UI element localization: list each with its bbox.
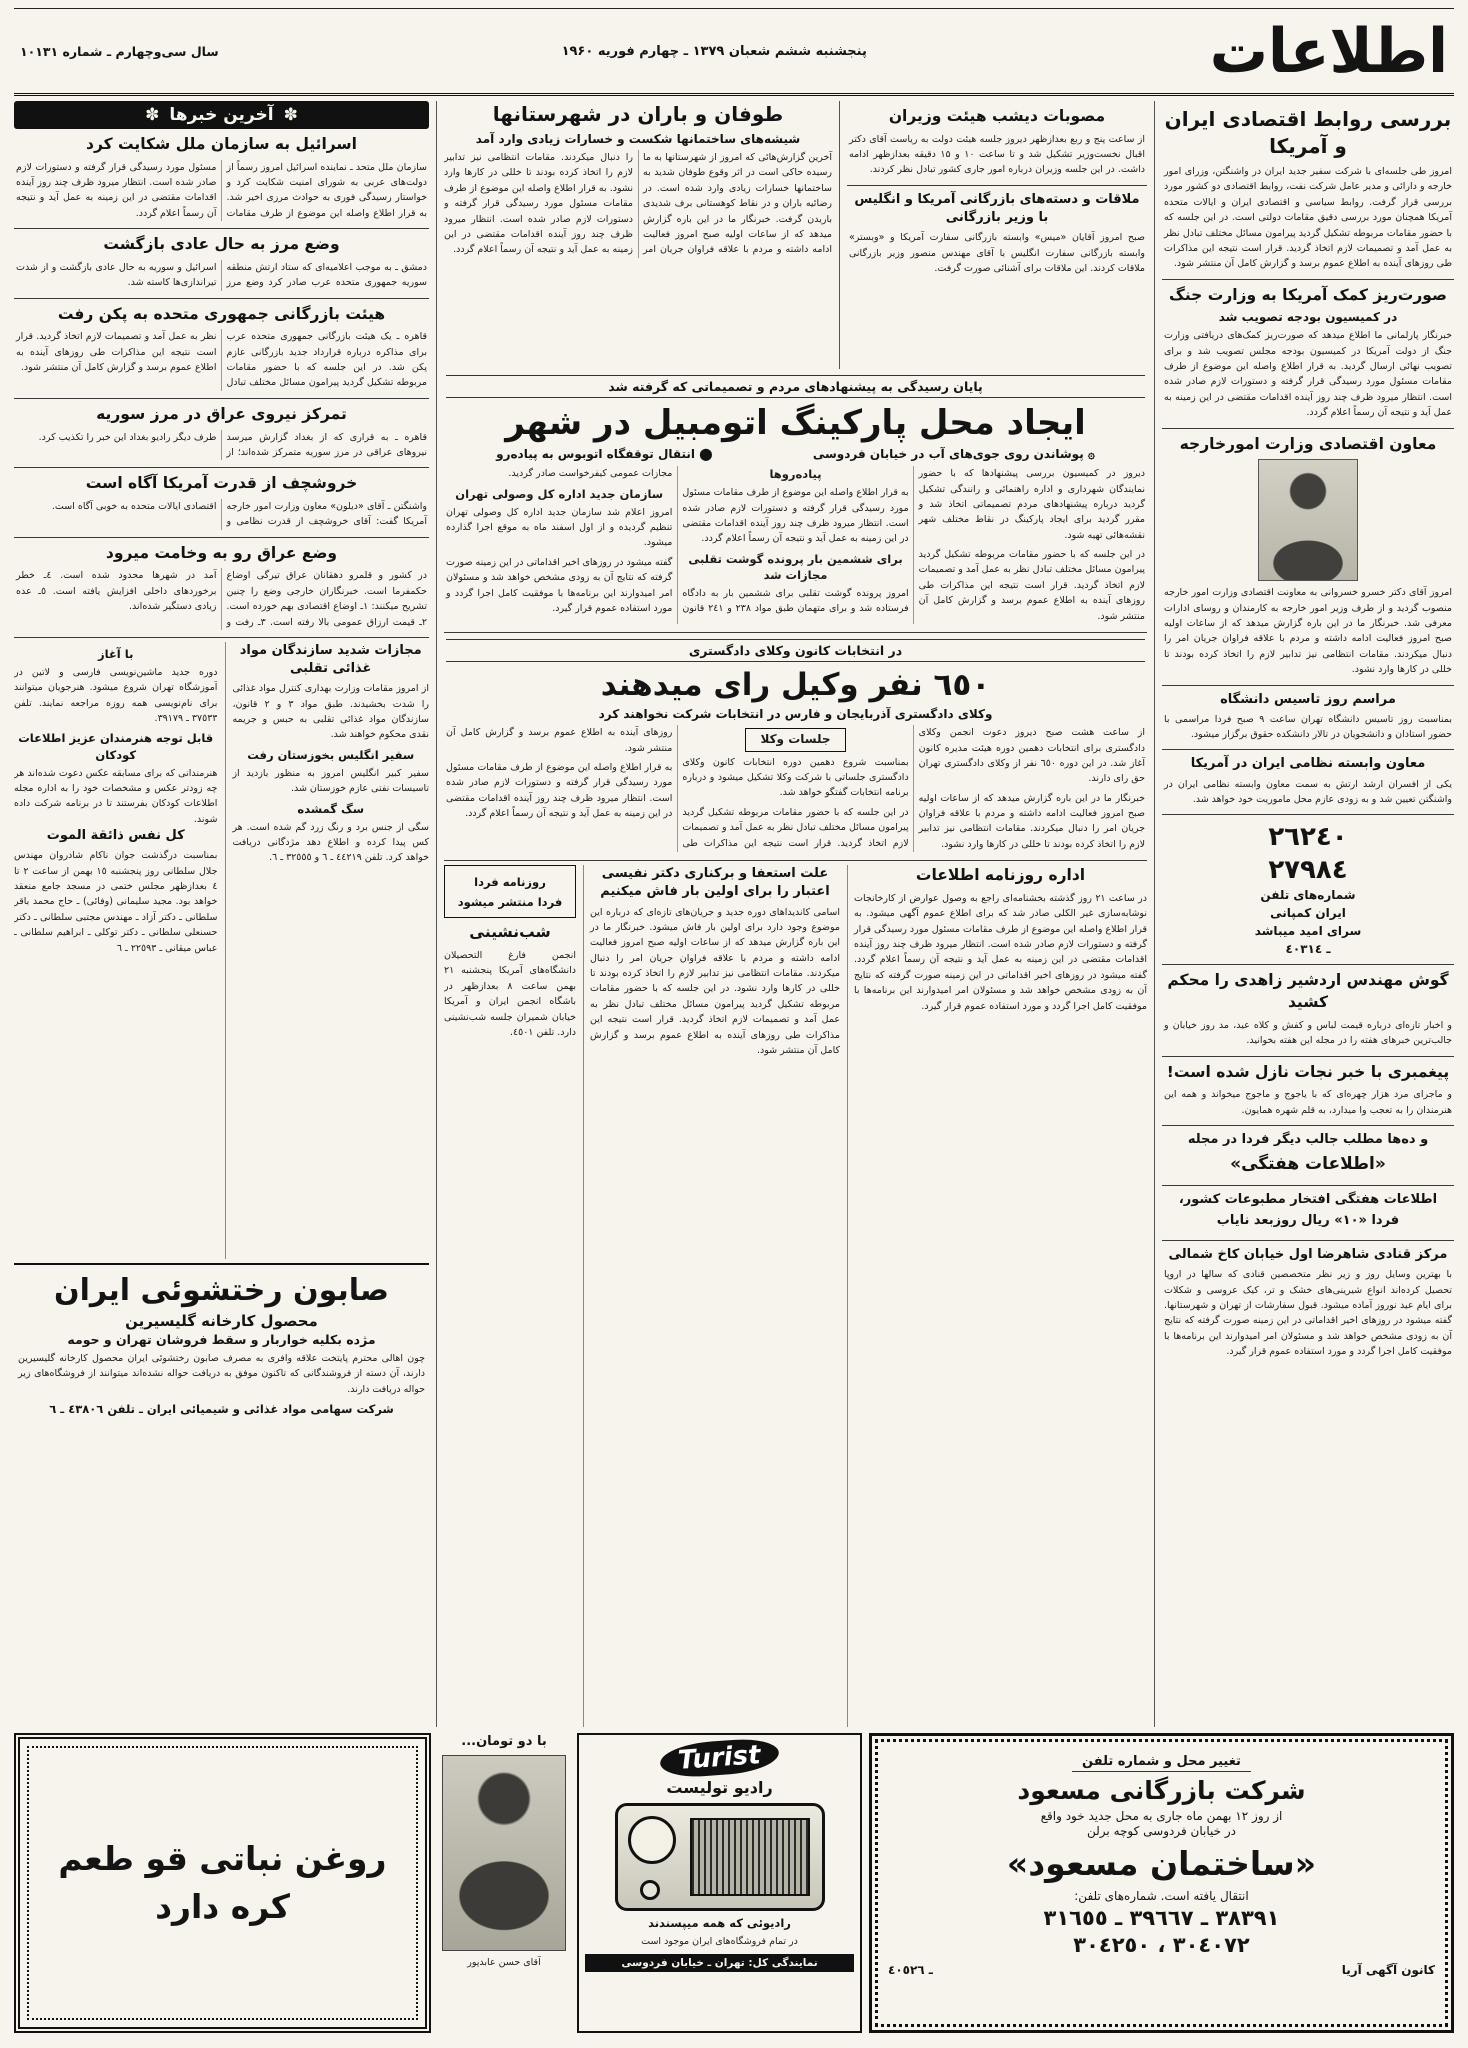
ad-body xyxy=(1164,1267,1452,1359)
article-body xyxy=(16,160,427,222)
headline: وضع مرز به حال عادی بازگشت xyxy=(103,235,340,254)
body-text: دمشق ـ به موجب اعلامیه‌ای که ستاد ارتش منطقه سوریه جمهوری متحده عرب صادر کرد وضع مرز اسرائیل و سوریه به حال عادی بازگشت و از شدت تیراندازی‌ها کاسته شد. xyxy=(16,261,427,289)
column-rule xyxy=(839,101,840,369)
ghoo-ad-text: روغن نباتی قو طعم کره دارد xyxy=(27,1746,418,2020)
masthead xyxy=(14,8,1454,96)
article-body xyxy=(16,568,427,630)
phone-number: ۲٦۲٤۰ xyxy=(1268,822,1348,853)
teaser-line: و ده‌ها مطلب جالب دیگر فردا در مجله xyxy=(1187,1131,1429,1147)
body-text: هنرمندانی که برای مسابقه عکس دعوت شده‌اند هر چه زودتر عکس و مشخصات خود را به اداره مجله اطلاعات کودکان بفرستند تا در برنامه شرکت داده شوند. xyxy=(14,767,218,825)
bullet-item: ⬤ انتقال توقفگاه اتوبوس به پیاده‌رو xyxy=(496,447,713,462)
article-body xyxy=(1164,328,1452,420)
ad-line: رادیوئی که همه میپسندند xyxy=(648,1916,791,1930)
phone-numbers: ۳۸۳۹۱ ـ ۳۹٦٦۷ ـ ۳۱٦٥٥ xyxy=(1043,1906,1280,1930)
headline: سگ گمشده xyxy=(297,801,365,816)
headline: مجازات شدید سازندگان مواد غذائی تقلبی xyxy=(239,642,422,677)
body-text: قاهره ـ یک هیئت بازرگانی جمهوری متحده عرب برای مذاکره درباره قرارداد جدید بازرگانی عازم پکن شد. xyxy=(226,331,428,374)
obituary-headline: کل نفس ذائقة الموت xyxy=(46,828,185,844)
parking-bullets xyxy=(446,447,1145,461)
body-text: در این جلسه که با حضور مقامات مربوطه تشکیل گردید پیرامون مسائل مختلف تبادل نظر به عمل آمد و تصمیمات لازم اتخاذ گردید. قرار است نتیجه این مذاکرات طی روزهای آینده به اطلاع عموم برسد و گزارش کامل آن منتشر شود. xyxy=(918,549,1145,622)
obituary-body xyxy=(14,848,217,956)
meat-case-headline: برای ششمین بار پرونده گوشت تقلبی مجازات شد xyxy=(688,551,903,582)
body-text: از ساعت پنج و ربع بعدازظهر دیروز جلسه هیئت دولت به ریاست آقای دکتر اقبال نخست‌وزیر تشکیل شد و تا ساعت ۱۰ و ۱۵ دقیقه بعدازظهر ادامه داشت. در این جلسه وزیران درباره امور جاری کشور تبادل نظر کردند. xyxy=(849,133,1145,176)
body-text: خبرنگار ما در این باره گزارش میدهد که از ساعات اولیه صبح امروز فعالیت ادامه داشته و مردم با علاقه فراوان جریان امر را دنبال میکردند. مقامات انتظامی نیز تدابیر لازم را اتخاذ کرده بودند تا خللی در کارها وارد نشود. xyxy=(590,921,840,995)
article-body xyxy=(16,329,427,391)
headline: اسرائیل به سازمان ملل شکایت کرد xyxy=(85,135,357,153)
agency-line xyxy=(888,1963,1435,1977)
ad-line: در خیابان فردوسی کوچه برلن xyxy=(1087,1824,1236,1838)
main-columns xyxy=(14,101,1454,1727)
column-rule xyxy=(1154,101,1155,1727)
headline: ملاقات و دسته‌های بازرگانی آمریکا و انگلیس با وزیر بازرگانی xyxy=(854,191,1140,225)
body-text: قاهره ـ به قراری که از بغداد گزارش میرسد نیروهای عراقی در مرز سوریه متمرکز شده‌اند؛ از طرف دیگر رادیو بغداد این خبر را تکذیب کرد. xyxy=(38,431,427,458)
headline: خروشچف از قدرت آمریکا آگاه است xyxy=(85,474,358,493)
article-iran-us-economy xyxy=(1162,101,1454,280)
body-text: دیروز در کمیسیون بررسی پیشنهادها که با حضور نمایندگان شهرداری و اداره راهنمائی و رانندگی تشکیل گردید درباره پیشنهادهای مردم تصمیماتی اتخاذ شد و مقرر گردید برای ایجاد پارکینگ در نقاط مختلف شهر نقشه‌هائی تهیه شود. xyxy=(918,468,1145,541)
headline: پیغمبری با خبر نجات نازل شده است! xyxy=(1166,1062,1450,1081)
ad-confectionery xyxy=(1162,1241,1454,1727)
phone-numbers-box xyxy=(1162,815,1454,965)
split-left-column xyxy=(14,642,217,1259)
bottom-band xyxy=(14,1733,1454,2033)
headline: هیئت بازرگانی جمهوری متحده به پکن رفت xyxy=(57,304,386,323)
headline: وضع عراق رو به وخامت میرود xyxy=(105,543,338,562)
body-text: و ماجرای مرد هزار چهره‌ای که با یاجوج و ماجوج میخواند و همه این هنرمندان را به تعجب وا میدارد، به قلم شهره همایون. xyxy=(1164,1089,1452,1116)
headline: علت استعفا و برکناری دکتر نفیسی اعتبار را برای اولین بار فاش میکنیم xyxy=(600,866,830,900)
headline: صورت‌ریز کمک آمریکا به وزارت جنگ xyxy=(1168,285,1447,304)
body-text: ۱ـ اوضاع اقتصادی بهم خورده است. ۲ـ قیمت ارزاق عمومی بالا رفته است. ۳ـ رفت و آمد در شهرها محدود شده است. ٤ـ خطر برخوردهای داخلی افزایش یافته است. ٥ـ عده زیادی دستگیر شده‌اند. xyxy=(16,570,427,628)
body-text: انجمن فارغ التحصیلان دانشگاه‌های آمریکا پنجشنبه ۲۱ بهمن ساعت ۸ بعدازظهر در باشگاه انجمن ایران و آمریکا خیابان شمیران جلسه شب‌نشینی دارد. تلفن ٤٥۰۱. xyxy=(444,950,576,1038)
body-text: در این جلسه که با حضور مقامات مربوطه تشکیل گردید پیرامون مسائل مختلف تبادل نظر به عمل آمد و تصمیمات لازم اتخاذ گردید. قرار است نتیجه این مذاکرات طی روزهای آینده به اطلاع عموم برسد و گزارش کامل آن منتشر شود. xyxy=(446,727,909,849)
article-economic-deputy xyxy=(1162,429,1454,686)
phone-label: ـ ٤۰۳۱٤ xyxy=(1285,942,1331,957)
soap-ad-subtitle: مژده بکلیه خواربار و سقط فروشان تهران و حومه xyxy=(67,1331,376,1347)
body-text: امروز اعلام شد سازمان جدید اداره کل وصولی تهران تنظیم گردیده و از اول اسفند ماه به موقع اجرا گذارده میشود. xyxy=(446,506,673,549)
farda-title: روزنامه فردا xyxy=(474,875,546,890)
body-text: خبرنگار ما در این باره گزارش میدهد که از ساعات اولیه صبح امروز فعالیت ادامه داشته و مردم با علاقه فراوان جریان امر را دنبال میکردند. مقامات انتظامی نیز تدابیر لازم را اتخاذ کرده بودند تا خللی در کارها وارد نشود. xyxy=(1164,618,1452,676)
center-top-row xyxy=(444,101,1147,369)
body-text: سفیر کبیر انگلیس امروز به منظور بازدید از تاسیسات نفتی عازم خوزستان شد. xyxy=(232,767,429,795)
body-text: یکی از افسران ارشد ارتش به سمت معاون وابسته نظامی ایران در واشنگتن تعیین شد و به زودی عازم محل ماموریت خود خواهد شد. xyxy=(1164,778,1452,805)
photo-column xyxy=(438,1733,570,2033)
turist-persian-name: رادیو تولیست xyxy=(666,1778,773,1797)
body-text: بمناسبت روز تاسیس دانشگاه تهران ساعت ۹ صبح فردا مراسمی با حضور استادان و دانشجویان در تالار دانشکده حقوق برگزار میشود. xyxy=(1164,713,1452,741)
article-israel-complaint xyxy=(14,129,429,229)
article-body xyxy=(444,150,832,258)
body-text: صبح امروز آقایان «میس» وابسته بازرگانی سفارت آمریکا و «وبستر» وابسته بازرگانی سفارت انگلیس با آقای مهندس منصور وزیر بازرگانی ملاقات کردند. این ملاقات برای آشنائی صورت گرفت. xyxy=(849,232,1145,274)
phone-number: ۲۷۹۸٤ xyxy=(1268,854,1348,885)
article-iraq-deteriorating xyxy=(14,538,429,638)
inner-subhead: پیاده‌روها xyxy=(769,467,822,482)
body-text: به قرار اطلاع واصله این موضوع از طرف مقامات مسئول مورد رسیدگی قرار گرفته و دستورات لازم صادر شده است. انتظار میرود ظرف چند روز آینده اقدامات مقتضی در این زمینه به عمل آید و نتیجه آن رسماً اعلام گردد. xyxy=(854,908,1147,966)
body-text: و اخبار تازه‌ای درباره قیمت لباس و کفش و کلاه عید، مد روز خیابان و جالب‌ترین خبرهای هفته را در مجله این هفته بخوانید. xyxy=(1164,1019,1452,1047)
left-column xyxy=(14,101,429,1727)
evening-party-headline: شب‌نشینی xyxy=(469,923,551,942)
article-iraq-troops-border xyxy=(14,399,429,468)
article-body xyxy=(16,430,427,461)
turist-logo: Turist xyxy=(659,1737,780,1779)
article-body xyxy=(16,499,427,530)
bullet-item: ۞ پوشاندن روی جوی‌های آب در خیابان فردوسی xyxy=(812,447,1095,462)
radio-illustration xyxy=(615,1803,825,1911)
body-text: گفته میشود در روزهای اخیر اقداماتی در این زمینه صورت گرفته که نتایج آن به زودی مشخص خواهد شد و مسئولان امر امیدوارند این برنامه‌ها با موفقیت کامل اجرا گردد و مورد استفاده عموم قرار گیرد. xyxy=(1164,1315,1452,1358)
parking-section xyxy=(444,369,1147,633)
article-body xyxy=(444,948,576,1040)
article-body xyxy=(854,891,1147,1014)
article-body xyxy=(849,132,1145,178)
weekly-magazine-banner xyxy=(1162,1186,1454,1241)
body-text: امروز طی جلسه‌ای با شرکت سفیر جدید ایران در واشنگتن، وزرای امور خارجه و دارائی و مدیر عامل شرکت نفت، روابط اقتصادی دو کشور مورد بررسی قرار گرفت. روابط سیاسی و اقتصادی ایران و ایالات متحده آمریکا همچنان مورد بررسی دقیق مقامات دولتی است. xyxy=(1164,166,1452,224)
parking-body xyxy=(446,466,1145,624)
phone-label: شماره‌های تلفن xyxy=(1260,888,1356,903)
ad-footer: نمایندگی کل: تهران ـ خیابان فردوسی xyxy=(585,1954,854,1972)
article-border-normal xyxy=(14,229,429,298)
ad-line: انتقال یافته است. شماره‌های تلفن: xyxy=(1074,1889,1249,1903)
ad-line: در تمام فروشگاه‌های ایران موجود است xyxy=(641,1936,798,1948)
article-body xyxy=(14,766,217,828)
lawyers-sessions-box: جلسات وکلا xyxy=(745,728,845,751)
article-prophet-teaser xyxy=(1162,1057,1454,1126)
body-text: بمناسبت شروع دهمین دوره انتخابات کانون وکلای دادگستری جلساتی با شرکت وکلا تشکیل میشود و درباره برنامه انتخابات گفتگو خواهد شد. xyxy=(682,756,909,799)
body-text: در ساعت ۲۱ روز گذشته بخشنامه‌ای راجع به وصول عوارض از کارخانجات نوشابه‌سازی غیر الکلی صادر شد که برای اطلاع عموم آگهی میشود. xyxy=(854,892,1147,920)
issue-line: سال سی‌وچهارم ـ شماره ۱۰۱۳۱ xyxy=(20,43,219,59)
weekly-magazine-title: «اطلاعات هفتگی» xyxy=(1230,1154,1386,1175)
headline: مصوبات دیشب هیئت وزیران xyxy=(888,107,1106,125)
phone-label: سرای امید میباشد xyxy=(1254,924,1362,939)
kicker: در انتخابات کانون وکلای دادگستری xyxy=(446,639,1145,662)
date-line: پنجشنبه ششم شعبان ۱۳۷۹ ـ چهارم فوریه ۱۹۶۰ xyxy=(561,43,867,59)
ad-soap xyxy=(14,1263,429,1727)
body-text: در این جلسه که با حضور مقامات مربوطه تشکیل گردید پیرامون مسائل مختلف تبادل نظر به عمل آمد و تصمیمات لازم اتخاذ گردید. قرار است نتیجه این مذاکرات طی روزهای آینده به اطلاع عموم برسد و گزارش کامل آن منتشر شود. xyxy=(590,983,840,1056)
body-text: امروز آقای دکتر خسرو خسروانی به معاونت اقتصادی وزارت امور خارجه منصوب گردید و از طرف وزیر امور خارجه به کارمندان و روسای ادارات معرفی شد. xyxy=(1164,587,1452,629)
agency-name: کانون آگهی آریا xyxy=(1341,1963,1435,1977)
body-text: از ساعت هشت صبح دیروز دعوت انجمن وکلای دادگستری برای انتخابات دهمین دوره هیئت مدیره کانون آغاز شد. در این دوره ٦٥۰ نفر از وکلای دادگستری تهران حق رای دارند. xyxy=(918,727,1145,785)
body-text: خبرنگار پارلمانی ما اطلاع میدهد که صورت‌ریز کمک‌های دریافتی وزارت جنگ از دولت آمریکا در کمیسیون بودجه مجلس تصویب شد و برای تصویب نهائی ارسال گردید. xyxy=(1164,330,1452,373)
body-text: گفته میشود در روزهای اخیر اقداماتی در این زمینه صورت گرفته که نتایج آن به زودی مشخص خواهد شد و مسئولان امر امیدوارند این برنامه‌ها با موفقیت کامل اجرا گردد و مورد استفاده عموم قرار گیرد. xyxy=(854,969,1147,1012)
body-text: سازمان ملل متحد ـ نماینده اسرائیل امروز رسماً از دولت‌های عربی به شورای امنیت شکایت کرد و خواستار رسیدگی فوری به حوادث مرزی اخیر شد. xyxy=(226,161,427,204)
article-body xyxy=(1164,164,1452,272)
body-text: با بهترین وسایل روز و زیر نظر متخصصین قنادی که سالها در اروپا تحصیل کرده‌اند انواع شیرینی‌های خشک و تر، کیک عروسی و شکلات برای ایام عید نوروز آماده میشود. قبول سفارشات از تهران و شهرستانها. xyxy=(1164,1269,1452,1311)
article-body xyxy=(1164,585,1452,677)
article-body xyxy=(590,905,840,1059)
latest-news-banner xyxy=(14,101,429,129)
lawyers-election-section xyxy=(444,633,1147,861)
right-column xyxy=(1162,101,1454,1727)
body-text: در این جلسه که با حضور مقامات مربوطه تشکیل گردید پیرامون مسائل مختلف تبادل نظر به عمل آمد و تصمیمات لازم اتخاذ گردید. قرار است نتیجه این مذاکرات طی روزهای آینده به اطلاع عموم برسد و گزارش کامل آن منتشر شود. xyxy=(16,331,427,389)
ad-masoud-company xyxy=(869,1733,1454,2033)
building-name: «ساختمان مسعود» xyxy=(1006,1844,1317,1883)
storm-column xyxy=(444,101,832,369)
farda-column xyxy=(444,865,576,1727)
nafisi-column xyxy=(583,865,840,1727)
body-text: مجید سلیمانی (وفائی) ـ حاج محمد باقر سلطانی ـ دکتر آزاد ـ مهندس مجتبی سلطانی ـ دکتر حسنعلی سلطانی ـ دکتر توکلی ـ ابراهیم سلطانی ـ عباس میقانی ـ ۲۲٥۹۳ ـ ٦ xyxy=(14,896,218,954)
article-trade-attaches-meeting xyxy=(847,186,1147,284)
column-rule xyxy=(436,101,437,1727)
weekly-magazine-teaser xyxy=(1162,1126,1454,1186)
newspaper-office-column xyxy=(847,865,1147,1727)
headline: تمرکز نیروی عراق در مرز سوریه xyxy=(96,404,347,423)
body-text: آخرین گزارش‌هائی که امروز از شهرستانها به ما رسیده حاکی است در اثر وقوع طوفان شدید به ساختمانها خسارات زیادی وارد شده است. در رضائیه باران و در نقاط کوهستانی برف شدیدی باریدن گرفت. xyxy=(643,152,832,225)
body-text: دوره جدید ماشین‌نویسی فارسی و لاتین در آموزشگاه تهران شروع میشود. هنرجویان میتوانند برای نام‌نویسی همه روزه مراجعه نمایند. تلفن ۳۷٥۳۳ ـ ۳۹۱۷۹. xyxy=(14,666,218,725)
soap-ad-footer: شرکت سهامی مواد غذائی و شیمیائی ایران ـ تلفن ٤۳۸۰٦ ـ ٦ xyxy=(49,1402,394,1416)
classified-body xyxy=(232,820,429,866)
body-text: به قرار اطلاع واصله این موضوع از طرف مقامات مسئول مورد رسیدگی قرار گرفته و دستورات لازم صادر شده است. انتظار میرود ظرف چند روز آینده اقدامات مقتضی در این زمینه به عمل آید و نتیجه آن رسماً اعلام گردد. xyxy=(682,487,909,545)
headline: سفیر انگلیس بخوزستان رفت xyxy=(247,747,415,762)
farda-subtitle: فردا منتشر میشود xyxy=(457,895,563,910)
article-body xyxy=(16,260,427,291)
headline: اداره روزنامه اطلاعات xyxy=(915,866,1086,885)
banner-line: اطلاعات هفتگی افتخار مطبوعات کشور، xyxy=(1178,1191,1438,1207)
body-text: گفته میشود در روزهای اخیر اقداماتی در این زمینه صورت گرفته که نتایج آن به زودی مشخص خواهد شد و مسئولان امر امیدوارند این برنامه‌ها با موفقیت کامل اجرا گردد و مورد استفاده عموم قرار گیرد. xyxy=(446,556,673,614)
body-text: به قرار اطلاع واصله این موضوع از طرف مقامات مسئول مورد رسیدگی قرار گرفته و دستورات لازم صادر شده است. انتظار میرود ظرف چند روز آینده اقدامات مقتضی در این زمینه به عمل آید و نتیجه آن رسماً اعلام گردد. xyxy=(16,161,427,219)
article-body xyxy=(1164,1018,1452,1049)
headline: با آغاز xyxy=(98,646,134,661)
article-body xyxy=(232,766,429,797)
body-text: در کشور و قلمرو دهقانان عراق تیرگی اوضاع حکمفرما است. خبرنگاران خارجی وضع را چنین تشریح میکنند: xyxy=(226,570,427,613)
body-text: در این جلسه که با حضور مقامات مربوطه تشکیل گردید پیرامون مسائل مختلف تبادل نظر به عمل آمد و تصمیمات لازم اتخاذ گردید. قرار است نتیجه این مذاکرات طی روزهای آینده به اطلاع عموم برسد و گزارش کامل آن منتشر شود. xyxy=(1164,212,1452,270)
article-body xyxy=(1164,1087,1452,1118)
center-bottom-row xyxy=(444,861,1147,1727)
article-khrushchev-us-power xyxy=(14,468,429,537)
body-text: خبرنگار ما در این باره گزارش میدهد که از ساعات اولیه صبح امروز فعالیت ادامه داشته و مردم با علاقه فراوان جریان امر را دنبال میکردند. مقامات انتظامی نیز تدابیر لازم را اتخاذ کرده بودند تا خللی در کارها وارد نشود. xyxy=(918,792,1145,850)
radio-dial xyxy=(628,1816,676,1864)
photo-headline: با دو تومان... xyxy=(461,1734,547,1749)
body-text: بمناسبت درگذشت جوان ناکام شادروان مهندس جلال سلطانی روز پنجشنبه ۱٥ بهمن از ساعت ۲ تا ٤ بعدازظهر مجلس ختمی در مسجد جامع منعقد خواهد بود. xyxy=(14,850,218,908)
ornament-icon: ✽ xyxy=(283,105,298,125)
center-columns xyxy=(444,101,1147,1727)
subheadline: شیشه‌های ساختمانها شکست و خسارات زیادی وارد آمد xyxy=(475,132,801,146)
headline: مرکز قنادی شاهرضا اول خیابان کاخ شمالی xyxy=(1168,1247,1448,1262)
soap-ad-subtitle: محصول کارخانه گلیسیرین xyxy=(125,1311,318,1330)
body-text: خبرنگار ما در این باره گزارش میدهد که از ساعات اولیه صبح امروز فعالیت ادامه داشته و مردم با علاقه فراوان جریان امر را دنبال میکردند. مقامات انتظامی نیز تدابیر لازم را اتخاذ کرده بودند تا خللی در کارها وارد نشود. xyxy=(444,152,832,256)
election-body xyxy=(446,725,1145,852)
body-text: به قرار اطلاع واصله این موضوع از طرف مقامات مسئول مورد رسیدگی قرار گرفته و دستورات لازم صادر شده است. انتظار میرود ظرف چند روز آینده اقدامات مقتضی در این زمینه به عمل آید و نتیجه آن رسماً اعلام گردد. xyxy=(446,761,673,820)
agency-phone: ـ ٤۰٥۲٦ xyxy=(888,1963,933,1977)
left-split-row xyxy=(14,638,429,1263)
article-us-aid-war-ministry xyxy=(1162,280,1454,429)
headline: معاون وابسته نظامی ایران در آمریکا xyxy=(1190,756,1426,772)
headline: گوش مهندس اردشیر زاهدی را محکم کشید xyxy=(1167,971,1449,1012)
parking-headline: ایجاد محل پارکینگ اتومبیل در شهر xyxy=(505,403,1086,443)
ornament-icon: ✽ xyxy=(145,105,160,125)
body-text: به قرار اطلاع واصله این موضوع از طرف مقامات مسئول مورد رسیدگی قرار گرفته و دستورات لازم صادر شده است. انتظار میرود ظرف چند روز آینده اقدامات مقتضی در این زمینه به عمل آید و نتیجه آن رسماً اعلام گردد. xyxy=(444,182,633,256)
subheadline: در کمیسیون بودجه تصویب شد xyxy=(1218,310,1398,325)
election-headline: ٦٥۰ نفر وکیل رای میدهند xyxy=(600,666,991,703)
radio-knob xyxy=(640,1880,660,1900)
article-body xyxy=(1164,777,1452,808)
newspaper-logo: اطلاعات xyxy=(1209,15,1448,87)
ad-ghoo-oil xyxy=(14,1733,431,2033)
company-name: شرکت بازرگانی مسعود xyxy=(1017,1776,1306,1805)
collections-office-headline: سازمان جدید اداره کل وصولی تهران xyxy=(455,486,664,501)
article-uar-delegation-peking xyxy=(14,299,429,399)
split-right-column xyxy=(225,642,429,1259)
article-body xyxy=(1164,712,1452,743)
portrait-photo xyxy=(1258,459,1358,581)
portrait-photo xyxy=(442,1755,566,1951)
headline: طوفان و باران در شهرستانها xyxy=(492,102,784,126)
body-text: واشنگتن ـ آقای «دیلون» معاون وزارت امور خارجه آمریکا گفت: آقای خروشچف از قدرت نظامی و اقتصادی ایالات متحده به خوبی آگاه است. xyxy=(51,500,427,528)
article-cabinet-decisions xyxy=(847,101,1147,186)
article-university-day xyxy=(1162,686,1454,751)
ad-turist-radio xyxy=(577,1733,862,2033)
soap-ad-body xyxy=(18,1351,425,1397)
body-text: به قرار اطلاع واصله این موضوع از طرف مقامات مسئول مورد رسیدگی قرار گرفته و دستورات لازم صادر شده است. انتظار میرود ظرف چند روز آینده اقدامات مقتضی در این زمینه به عمل آید و نتیجه آن رسماً اعلام گردد. xyxy=(1164,361,1452,419)
headline: بررسی روابط اقتصادی ایران و آمریکا xyxy=(1164,107,1452,158)
article-body xyxy=(849,230,1145,276)
cabinet-column xyxy=(847,101,1147,369)
radio-grille xyxy=(690,1818,810,1896)
ad-kicker: تغییر محل و شماره تلفن xyxy=(1072,1754,1251,1772)
headline: معاون اقتصادی وزارت امورخارجه xyxy=(1179,434,1437,453)
photo-caption: آقای حسن عابدپور xyxy=(467,1957,541,1969)
farda-newspaper-box xyxy=(444,865,576,918)
headline: مراسم روز تاسیس دانشگاه xyxy=(1220,691,1396,707)
article-storm xyxy=(444,101,832,258)
banner-title: آخرین خبرها xyxy=(169,105,274,125)
body-text: اسامی کاندیداهای دوره جدید و جریان‌های تازه‌ای که درباره این موضوع وجود دارد برای اولین بار فاش میشود. xyxy=(590,906,840,933)
article-zahedi-ear xyxy=(1162,965,1454,1056)
body-text: چون اهالی محترم پایتخت علاقه وافری به مصرف صابون رختشوئی ایران محصول کارخانه گلیسیرین دارند، آن دسته از فروشندگانی که تاکنون موفق به دریافت حواله نشده‌اند میتوانند از فروشگاه‌های زیر حواله دریافت دارند. xyxy=(18,1352,425,1395)
body-text: امروز پرونده گوشت تقلبی برای ششمین بار به دادگاه فرستاده شد و برای متهمان طبق مواد ۲۳۸ و ۲٤۱ قانون مجازات عمومی کیفرخواست صادر گردید. xyxy=(508,468,909,615)
phone-label: ایران کمپانی xyxy=(1270,906,1346,921)
body-text: از امروز مقامات وزارت بهداری کنترل مواد غذائی را شدت بخشیدند. طبق مواد ۳ و ۲ قانون، سازندگان مواد غذائی تقلبی به حبس و جریمه نقدی محکوم خواهند شد. xyxy=(232,683,429,741)
soap-ad-title: صابون رختشوئی ایران xyxy=(53,1272,389,1308)
subheadline: وکلای دادگستری آذربایجان و فارس در انتخابات شرکت نخواهند کرد xyxy=(598,707,993,722)
article-military-attache xyxy=(1162,750,1454,815)
article-body xyxy=(232,681,429,743)
body-text: سگی از جنس برد و رنگ زرد گم شده است. هر کس پیدا کرده و اطلاع دهد مژدگانی دریافت خواهد کرد. تلفن ٤٤۲۱۹ ـ ٦ و ۳۲٥٥٥ ـ ٦. xyxy=(232,821,429,864)
phone-numbers: ۳۰٤۰۷۲ ، ۳۰٤۲٥۰ xyxy=(1073,1933,1250,1957)
article-body xyxy=(14,665,217,727)
box-head-wrap xyxy=(682,725,908,754)
banner-line: فردا «۱۰» ریال روزبعد نایاب xyxy=(1216,1212,1400,1228)
kicker: پایان رسیدگی به پیشنهادهای مردم و تصمیماتی که گرفته شد xyxy=(446,375,1145,398)
headline: قابل توجه هنرمندان عزیز اطلاعات کودکان xyxy=(18,731,214,762)
ad-line: از روز ۱۲ بهمن ماه جاری به محل جدید خود واقع xyxy=(1040,1809,1283,1823)
